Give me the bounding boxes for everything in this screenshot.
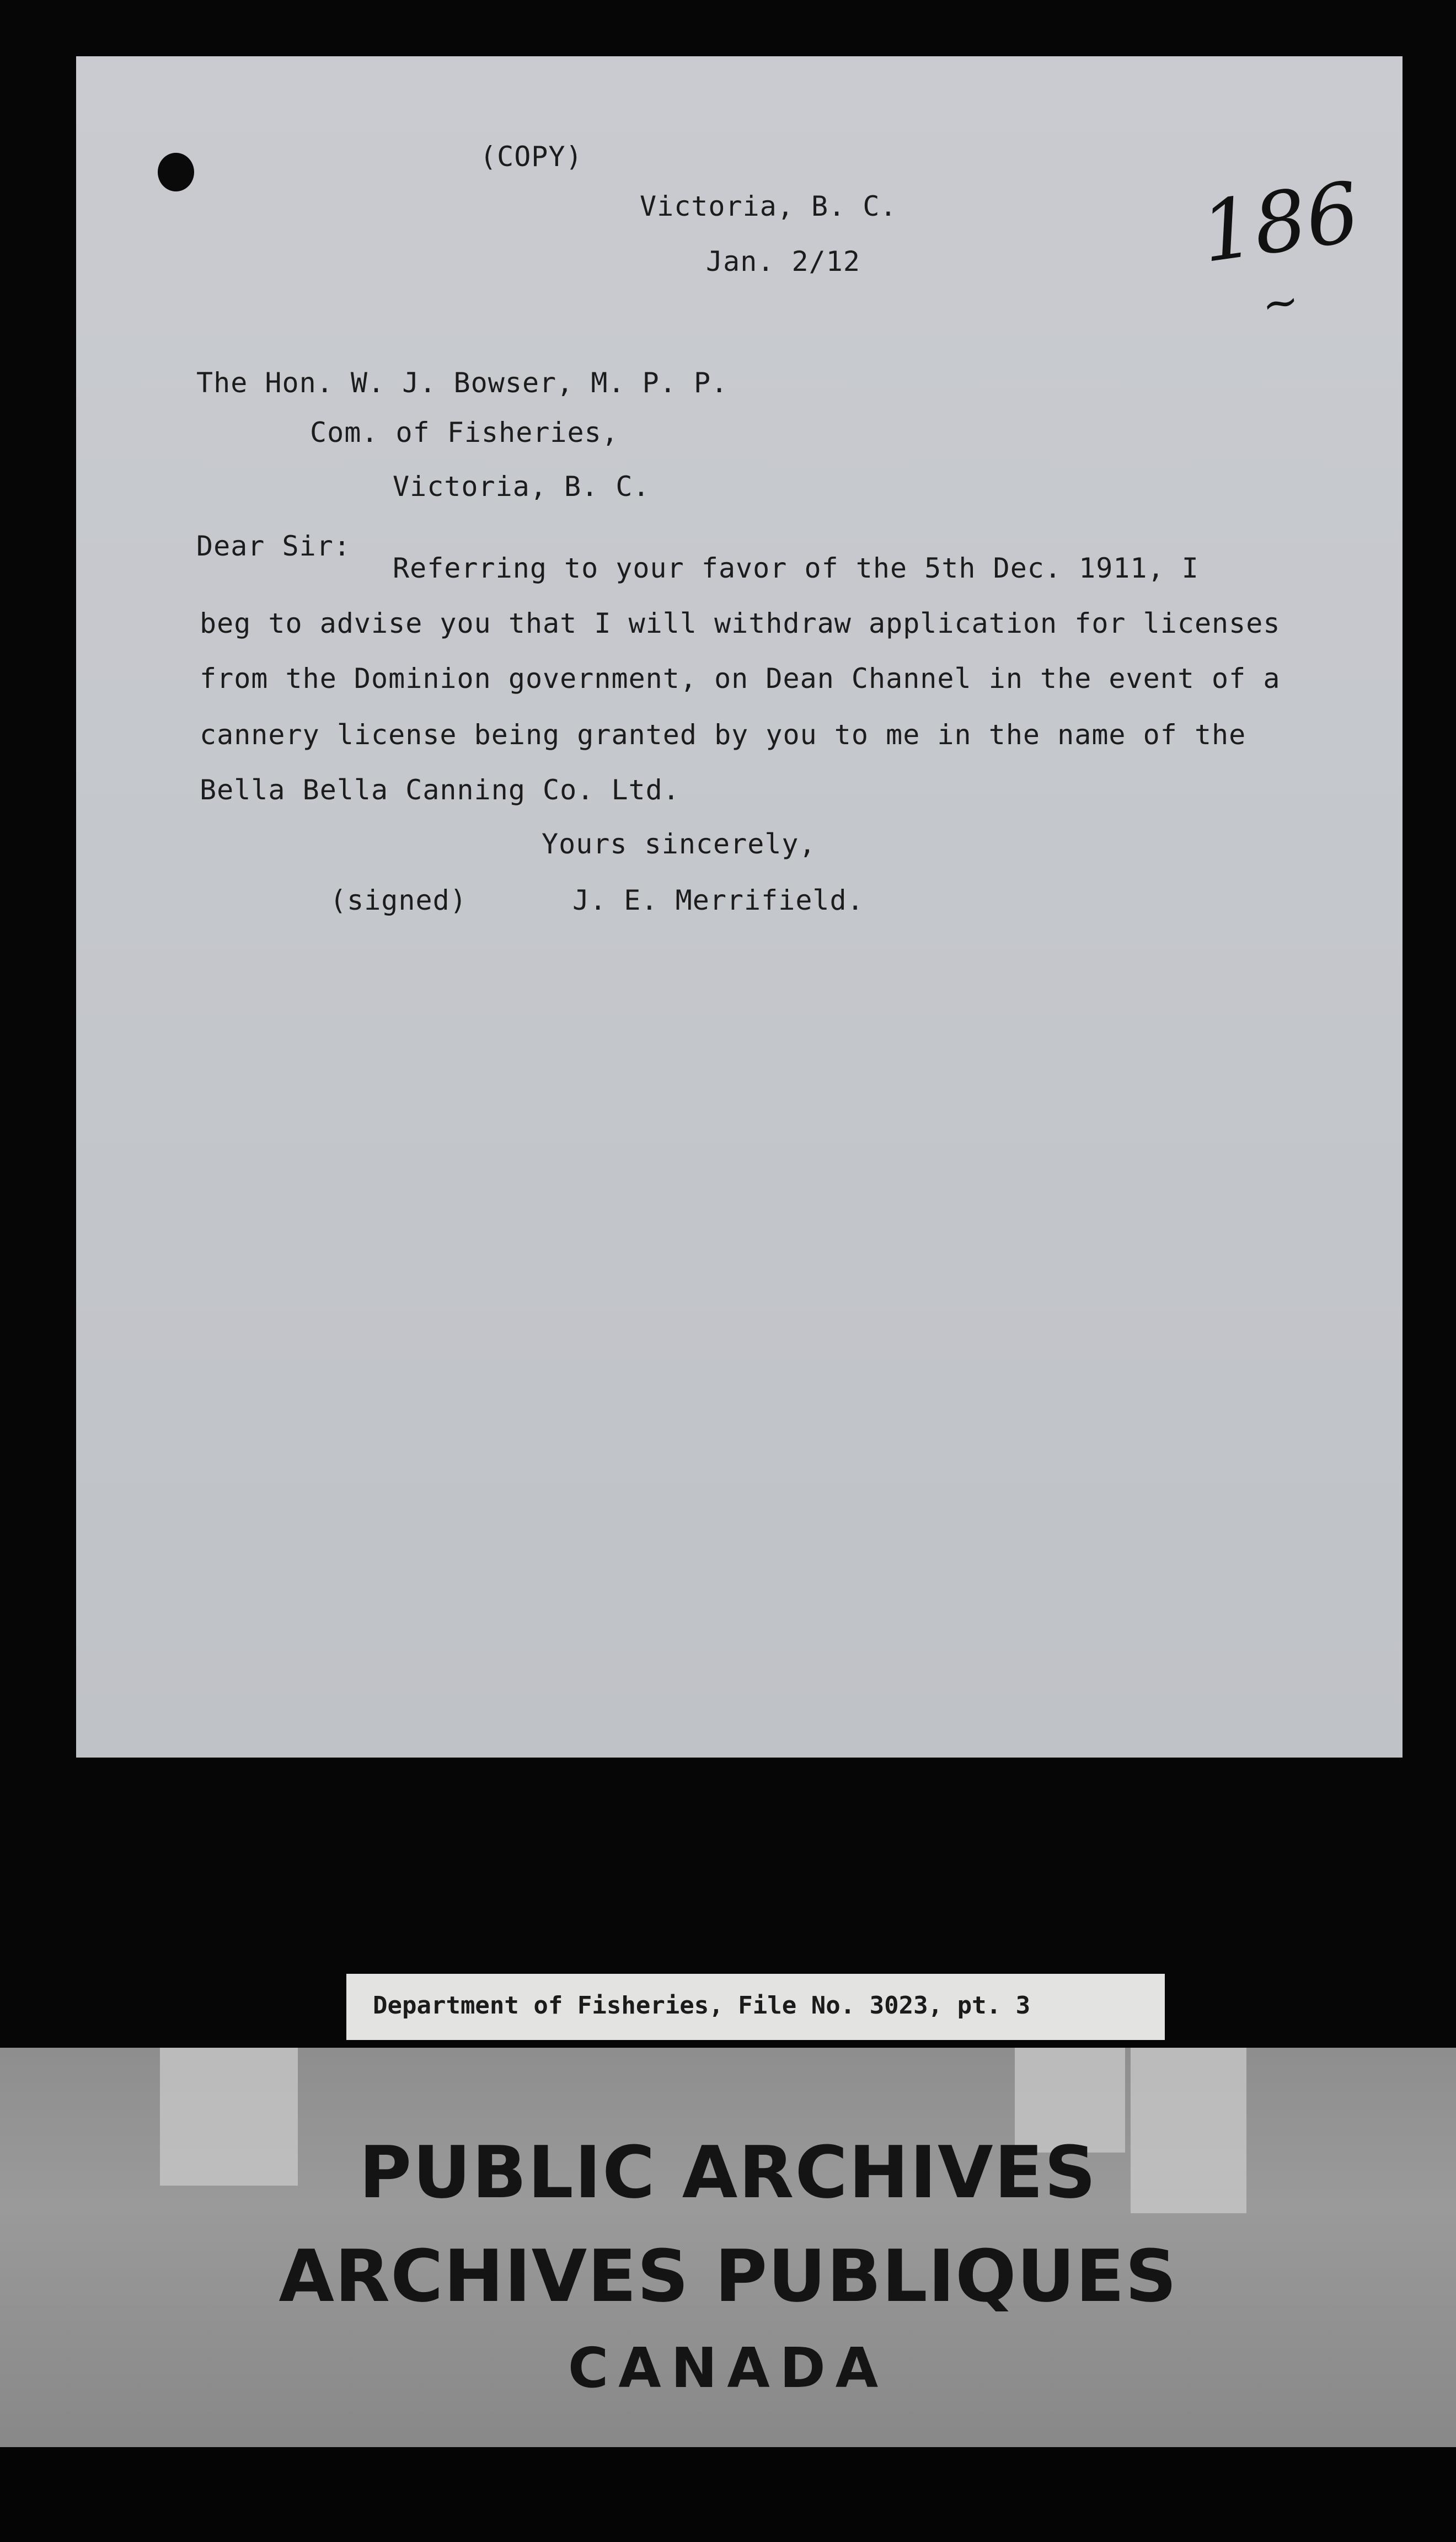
body-line-5: Bella Bella Canning Co. Ltd. [200, 774, 680, 806]
letter-place: Victoria, B. C. [640, 190, 897, 222]
body-line-3: from the Dominion government, on Dean Channel in the event of a [200, 663, 1281, 695]
salutation: Dear Sir: [196, 530, 351, 562]
recipient-line-1: The Hon. W. J. Bowser, M. P. P. [196, 367, 729, 399]
body-line-2: beg to advise you that I will withdraw application for licenses [200, 607, 1281, 639]
body-line-4: cannery license being granted by you to me in the name of the [200, 719, 1246, 751]
archives-line-1: PUBLIC ARCHIVES [358, 2130, 1098, 2214]
closing: Yours sincerely, [542, 828, 816, 860]
copy-label: (COPY) [480, 141, 583, 173]
folio-number: 186 [1195, 164, 1366, 282]
file-reference-label: Department of Fisheries, File No. 3023, pt. 3 [373, 1991, 1031, 2020]
file-reference-strip [346, 1974, 1165, 2040]
letter-date: Jan. 2/12 [706, 245, 860, 277]
archives-stamp [0, 2048, 1456, 2447]
archives-line-2: ARCHIVES PUBLIQUES [279, 2234, 1177, 2318]
letter-page [76, 56, 1403, 1758]
punch-hole [158, 153, 194, 191]
signer-name: J. E. Merrifield. [572, 884, 864, 916]
body-line-1: Referring to your favor of the 5th Dec. 1911, I [393, 552, 1199, 584]
archives-line-3: CANADA [568, 2336, 888, 2400]
recipient-line-2: Com. of Fisheries, [310, 416, 619, 448]
signed-label: (signed) [330, 884, 467, 916]
bottom-border [0, 2447, 1456, 2542]
folio-mark: ~ [1257, 274, 1303, 332]
recipient-line-3: Victoria, B. C. [393, 471, 650, 503]
